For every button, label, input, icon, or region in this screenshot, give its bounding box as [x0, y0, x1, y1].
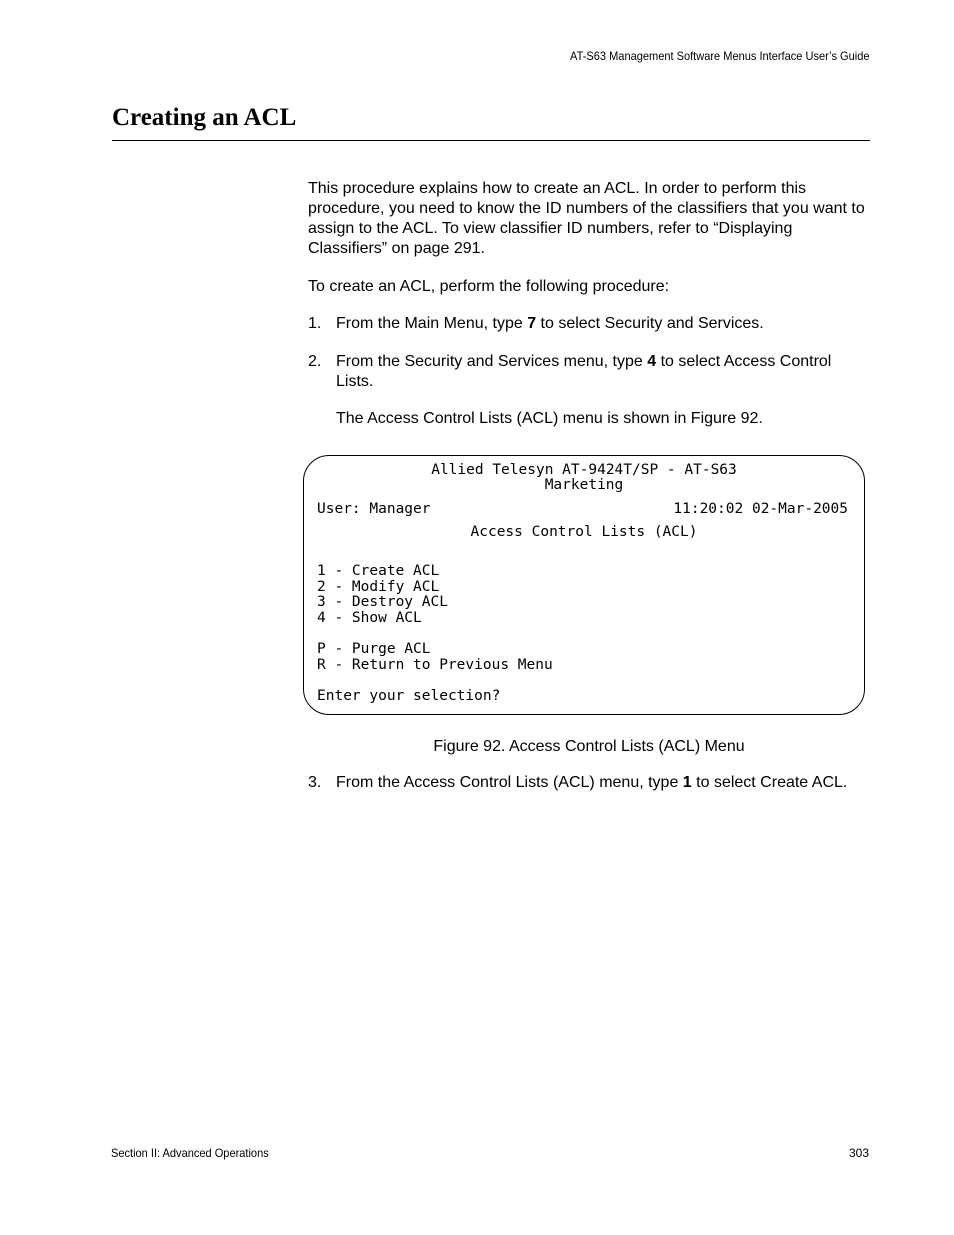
- terminal-menu-title: Access Control Lists (ACL): [470, 524, 698, 540]
- terminal-datetime: 11:20:02 02-Mar-2005: [673, 501, 848, 517]
- step-2-note: The Access Control Lists (ACL) menu is shown in Figure 92.: [336, 410, 763, 427]
- figure-caption: Figure 92. Access Control Lists (ACL) Menu: [433, 738, 745, 755]
- terminal-device-line: Allied Telesyn AT-9424T/SP - AT-S63: [431, 462, 737, 478]
- menu-option-destroy-acl: 3 - Destroy ACL: [317, 594, 448, 610]
- menu-option-modify-acl: 2 - Modify ACL: [317, 579, 440, 595]
- step-text: From the Main Menu, type 7 to select Security and Services.: [336, 315, 764, 332]
- menu-option-return: R - Return to Previous Menu: [317, 657, 553, 673]
- terminal-location: Marketing: [544, 477, 624, 493]
- footer-section: Section II: Advanced Operations: [111, 1146, 269, 1160]
- step-text: From the Security and Services menu, type 4 to select Access Control Lists.: [336, 353, 832, 390]
- terminal-screen: [303, 455, 865, 715]
- step-number: 1.: [308, 315, 322, 332]
- key-value: 7: [527, 315, 537, 332]
- step-2: [308, 352, 870, 392]
- step-3: [308, 773, 870, 793]
- title-rule: [112, 140, 870, 141]
- key-value: 4: [647, 353, 657, 370]
- menu-option-create-acl: 1 - Create ACL: [317, 563, 440, 579]
- step-number: 2.: [308, 353, 322, 370]
- section-title: Creating an ACL: [112, 104, 297, 131]
- terminal-prompt: Enter your selection?: [317, 688, 501, 704]
- terminal-user: User: Manager: [317, 501, 431, 517]
- key-value: 1: [682, 774, 692, 791]
- procedure-lead-in: To create an ACL, perform the following procedure:: [308, 278, 670, 295]
- step-1: [308, 314, 870, 334]
- intro-paragraph: This procedure explains how to create an ACL. In order to perform this procedure, you need to know the ID numbers of the classifiers that you want to assign to the ACL. To view classifier ID numbers, refer to “Displaying Classifiers” on page 291.: [308, 180, 865, 257]
- page-number: 303: [848, 1146, 869, 1160]
- running-header: AT-S63 Management Software Menus Interface User’s Guide: [569, 49, 869, 63]
- menu-option-show-acl: 4 - Show ACL: [317, 610, 422, 626]
- step-number: 3.: [308, 774, 322, 791]
- step-text: From the Access Control Lists (ACL) menu, type 1 to select Create ACL.: [336, 774, 848, 791]
- menu-option-purge-acl: P - Purge ACL: [317, 641, 431, 657]
